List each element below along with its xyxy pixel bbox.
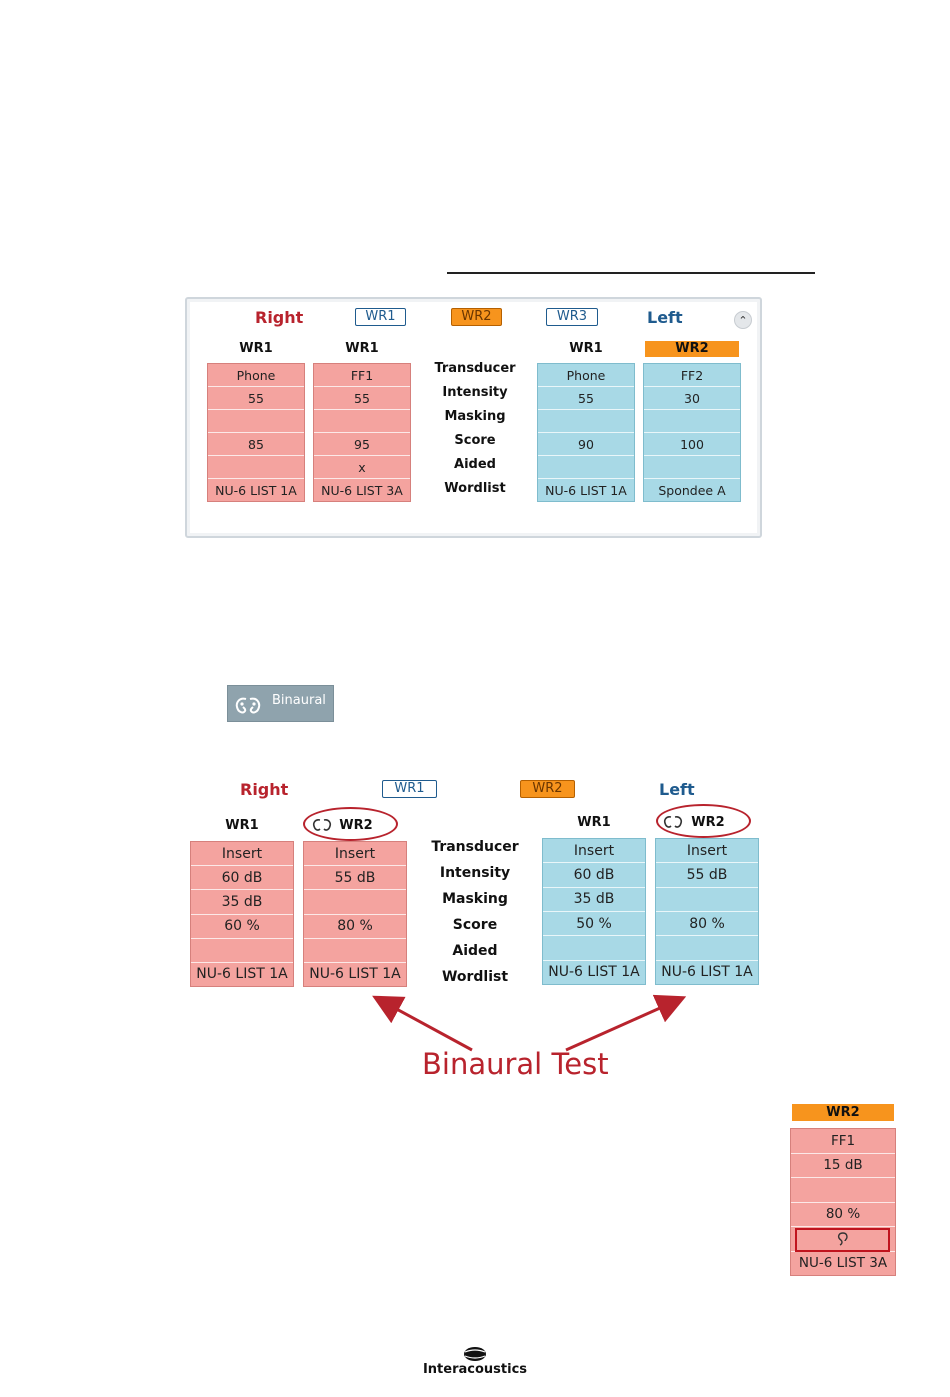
- tab-wr3[interactable]: WR3: [546, 308, 598, 326]
- logo-wordmark: Interacoustics: [422, 1362, 528, 1377]
- binaural-button-label: Binaural: [272, 693, 326, 708]
- row-label-aided: Aided: [452, 943, 498, 959]
- results-column-wr2-aided[interactable]: [790, 1128, 896, 1276]
- row-labels: [418, 834, 532, 990]
- column-header: WR1: [569, 341, 603, 356]
- intensity-cell: 55: [538, 387, 634, 410]
- score-cell: 80 %: [791, 1203, 895, 1228]
- row-label-aided: Aided: [454, 457, 496, 473]
- wordlist-cell: NU-6 LIST 1A: [309, 966, 401, 983]
- results-column-right-wr1[interactable]: [190, 841, 294, 987]
- divider-line: [447, 272, 815, 274]
- masking-cell: 35 dB: [543, 888, 645, 912]
- wordlist-cell: NU-6 LIST 1A: [196, 966, 288, 983]
- transducer-cell: Insert: [543, 839, 645, 863]
- score-cell: 50 %: [543, 912, 645, 936]
- wordlist-cell: NU-6 LIST 1A: [548, 964, 640, 981]
- binaural-test-caption: Binaural Test: [422, 1047, 609, 1081]
- right-ear-label: Right: [255, 308, 304, 327]
- masking-cell: 35 dB: [191, 890, 293, 914]
- score-cell: 80 %: [656, 912, 758, 936]
- wordlist-cell: NU-6 LIST 3A: [798, 1255, 888, 1272]
- aided-cell: [644, 456, 740, 479]
- binaural-ears-icon: [662, 815, 684, 835]
- row-label-intensity: Intensity: [439, 865, 511, 881]
- intensity-cell: 60 dB: [191, 866, 293, 890]
- results-column-left-wr1[interactable]: [542, 838, 646, 985]
- wordlist-cell: Spondee A: [658, 482, 726, 498]
- aided-cell: [191, 939, 293, 963]
- transducer-cell: FF1: [791, 1129, 895, 1154]
- row-label-masking: Masking: [442, 891, 508, 907]
- row-label-masking: Masking: [444, 408, 506, 424]
- transducer-cell: Phone: [208, 364, 304, 387]
- tab-wr1[interactable]: WR1: [355, 308, 406, 326]
- binaural-ears-icon: [233, 695, 263, 721]
- right-ear-label: Right: [240, 780, 289, 799]
- wordlist-cell: NU-6 LIST 1A: [215, 482, 297, 498]
- binaural-ears-icon: [311, 818, 333, 838]
- aided-cell: [543, 936, 645, 960]
- aided-cell: [656, 936, 758, 960]
- row-label-intensity: Intensity: [442, 384, 508, 400]
- score-cell: 95: [314, 433, 410, 456]
- row-label-score: Score: [454, 433, 496, 449]
- aided-cell: [304, 939, 406, 963]
- aided-cell: x: [314, 456, 410, 479]
- row-label-wordlist: Wordlist: [444, 481, 506, 497]
- score-cell: 60 %: [191, 915, 293, 939]
- column-header: WR1: [225, 818, 259, 833]
- transducer-cell: Insert: [191, 842, 293, 866]
- masking-cell: [791, 1178, 895, 1203]
- column-header-active: WR2: [645, 341, 739, 357]
- intensity-cell: 60 dB: [543, 863, 645, 887]
- column-header: WR2: [339, 818, 373, 833]
- transducer-cell: FF1: [314, 364, 410, 387]
- aided-cell: [208, 456, 304, 479]
- interacoustics-logo: [405, 1346, 545, 1380]
- wordlist-cell: NU-6 LIST 1A: [545, 482, 627, 498]
- results-column-left-wr1[interactable]: [537, 363, 635, 502]
- column-header-active: WR2: [792, 1104, 894, 1121]
- transducer-cell: FF2: [644, 364, 740, 387]
- score-cell: 85: [208, 433, 304, 456]
- row-label-score: Score: [452, 917, 498, 933]
- column-header: WR1: [239, 341, 273, 356]
- aided-highlight-box: [795, 1228, 890, 1252]
- row-label-wordlist: Wordlist: [441, 969, 509, 985]
- left-ear-label: Left: [659, 780, 695, 799]
- transducer-cell: Insert: [656, 839, 758, 863]
- intensity-cell: 55: [314, 387, 410, 410]
- collapse-chevron-icon[interactable]: ⌃: [734, 311, 752, 329]
- results-column-right-wr2[interactable]: [313, 363, 411, 502]
- masking-cell: [538, 410, 634, 433]
- column-header: WR1: [577, 815, 611, 830]
- row-label-transducer: Transducer: [431, 839, 519, 855]
- tab-wr1[interactable]: WR1: [382, 780, 437, 798]
- intensity-cell: 15 dB: [791, 1154, 895, 1179]
- intensity-cell: 30: [644, 387, 740, 410]
- masking-cell: [314, 410, 410, 433]
- masking-cell: [656, 888, 758, 912]
- results-column-left-wr2[interactable]: [655, 838, 759, 985]
- intensity-cell: 55 dB: [304, 866, 406, 890]
- wordlist-cell: NU-6 LIST 3A: [321, 482, 403, 498]
- masking-cell: [304, 890, 406, 914]
- masking-cell: [644, 410, 740, 433]
- aided-cell: [538, 456, 634, 479]
- intensity-cell: 55 dB: [656, 863, 758, 887]
- intensity-cell: 55: [208, 387, 304, 410]
- transducer-cell: Insert: [304, 842, 406, 866]
- results-column-left-wr2[interactable]: [643, 363, 741, 502]
- results-column-right-wr1[interactable]: [207, 363, 305, 502]
- wordlist-cell: NU-6 LIST 1A: [661, 964, 753, 981]
- results-column-right-wr2[interactable]: [303, 841, 407, 987]
- score-cell: 100: [644, 433, 740, 456]
- column-header: WR1: [345, 341, 379, 356]
- left-ear-label: Left: [647, 308, 683, 327]
- globe-logo-icon: [463, 1346, 487, 1362]
- score-cell: 90: [538, 433, 634, 456]
- row-label-transducer: Transducer: [434, 360, 516, 376]
- tab-wr2[interactable]: WR2: [520, 780, 575, 798]
- transducer-cell: Phone: [538, 364, 634, 387]
- score-cell: 80 %: [304, 915, 406, 939]
- column-header: WR2: [691, 815, 725, 830]
- row-labels: [420, 356, 530, 501]
- binaural-button[interactable]: [227, 685, 334, 722]
- tab-wr2[interactable]: WR2: [451, 308, 502, 326]
- masking-cell: [208, 410, 304, 433]
